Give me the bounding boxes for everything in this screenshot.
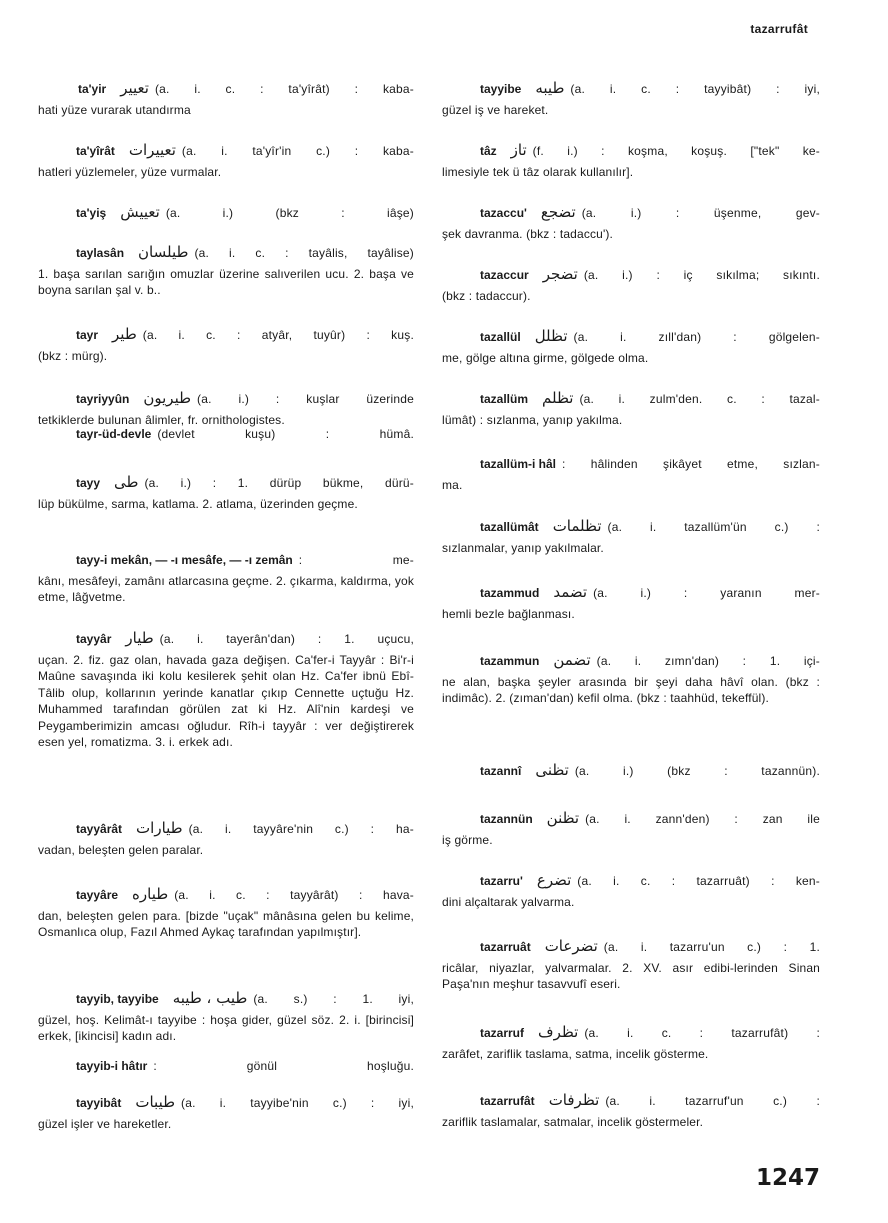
- definition-text: dini alçaltarak yalvarma.: [442, 894, 575, 909]
- dictionary-entry: [442, 204, 820, 242]
- headword: tazarruât: [480, 940, 531, 954]
- definition-text: hatleri yüzlemeler, yüze vurmalar.: [38, 164, 222, 179]
- arabic-script: تظنى: [535, 761, 569, 779]
- headword: ta'yiş: [76, 206, 107, 220]
- definition-text: zariflik taslamalar, satmalar, incelik göstermeler.: [442, 1114, 704, 1129]
- grammar-info: : gönül hoşluğu.: [153, 1059, 414, 1073]
- definition-text: ricâlar, niyazlar, yalvarmalar. 2. XV. asır edibi-lerinden Sinan Paşa'nın meşhur tasavvufî eseri.: [442, 960, 820, 991]
- grammar-info: (a. i.) : 1. dürüp bükme, dürü-: [144, 476, 414, 490]
- definition-text: limesiyle tek ü tâz olarak kullanılır].: [442, 164, 634, 179]
- headword: tayr-üd-devle: [76, 427, 152, 441]
- headword: tazaccur: [480, 268, 529, 282]
- definition-text: dan, beleşten gelen para. [bizde "uçak" mânâsına gelen bu kelime, Osmanlıca olup, Fazıl Ahmed Aykaç tarafından yapılmıştır].: [38, 908, 414, 939]
- arabic-script: طيبات: [135, 1093, 176, 1111]
- grammar-info: (a. i. c. : tayyibât) : iyi,: [570, 82, 820, 96]
- definition-text: güzel, hoş. Kelimât-ı tayyibe : hoşa gider, güzel söz. 2. i. [birincisi] erkek, [ikincisi] kadın adı.: [38, 1012, 414, 1043]
- headword: tayyâre: [76, 888, 119, 902]
- grammar-info: (a. i. tayyâre'nin c.) : ha-: [188, 822, 414, 836]
- definition-text: güzel işler ve hareketler.: [38, 1116, 172, 1131]
- grammar-info: (devlet kuşu) : hümâ.: [157, 427, 414, 441]
- dictionary-entry: [442, 810, 820, 848]
- arabic-script: طياره: [132, 885, 169, 903]
- headword: tazallümât: [480, 520, 539, 534]
- arabic-script: طى: [114, 473, 139, 491]
- dictionary-entry: [442, 80, 820, 118]
- arabic-script: تظلم: [542, 389, 574, 407]
- arabic-script: تظلل: [534, 327, 568, 345]
- grammar-info: (f. i.) : koşma, koşuş. ["tek" ke-: [532, 144, 820, 158]
- dictionary-entry: [38, 326, 414, 364]
- definition-text: zarâfet, zariflik taslama, satma, incelik gösterme.: [442, 1046, 709, 1061]
- arabic-script: تظنن: [546, 809, 580, 827]
- grammar-info: (a. s.) : 1. iyi,: [253, 992, 414, 1006]
- grammar-info: (a. i.) (bkz : tazannün).: [574, 764, 820, 778]
- headword: tayyib, tayyibe: [76, 992, 159, 1006]
- grammar-info: (a. i.) : yaranın mer-: [593, 586, 820, 600]
- grammar-info: (a. i. tayyibe'nin c.) : iyi,: [181, 1096, 414, 1110]
- dictionary-entry: [442, 390, 820, 428]
- arabic-script: تاز: [510, 141, 527, 159]
- grammar-info: (a. i.) : üşenme, gev-: [581, 206, 820, 220]
- dictionary-entry: [38, 886, 414, 941]
- headword: tayyibât: [76, 1096, 122, 1110]
- definition-text: (bkz : mürg).: [38, 348, 108, 363]
- arabic-script: تعييش: [120, 203, 160, 221]
- arabic-script: طير: [112, 325, 137, 343]
- dictionary-entry: [442, 142, 820, 180]
- dictionary-entry: [442, 456, 820, 493]
- definition-text: lümât) : sızlanma, yanıp yakılma.: [442, 412, 623, 427]
- dictionary-entry: [38, 1058, 414, 1075]
- dictionary-entry: [442, 266, 820, 304]
- arabic-script: طيب ، طيبه: [172, 989, 248, 1007]
- grammar-info: (a. i. c. : tazarrufât) :: [584, 1026, 820, 1040]
- grammar-info: (a. i. zann'den) : zan ile: [585, 812, 820, 826]
- dictionary-entry: [38, 390, 414, 428]
- dictionary-entry: [442, 518, 820, 556]
- headword: tazammun: [480, 654, 540, 668]
- grammar-info: (a. i. c. : tayâlis, tayâlise): [194, 246, 414, 260]
- arabic-script: طيبه: [535, 79, 565, 97]
- headword: tazannî: [480, 764, 522, 778]
- arabic-script: طيريون: [143, 389, 192, 407]
- grammar-info: (a. i. c. : tazarruât) : ken-: [577, 874, 820, 888]
- headword: tâz: [480, 144, 497, 158]
- dictionary-entry: [442, 938, 820, 993]
- dictionary-entry: [38, 1094, 414, 1132]
- headword: tazarrufât: [480, 1094, 535, 1108]
- grammar-info: (a. i.) : iç sıkılma; sıkıntı.: [583, 268, 820, 282]
- grammar-info: (a. i.) : kuşlar üzerinde: [197, 392, 414, 406]
- page-number: 1247: [755, 1165, 820, 1191]
- definition-text: uçan. 2. fiz. gaz olan, havada gaza değişen. Ca'fer-i Tayyâr : Bi'r-i Maûne savaşında iki kolu kesilerek şehit olan Hz. Ca'fer ibnü Ebî-Tâlib olup, kollarının yerinde kanatlar çıkıp Cennette uçtuğu Hz. Muhammed tarafından görülen zat ki Hz. Alî'nin kardeşi ve Peygamberimizin amcası oğludur. Rîh-i tayyâr : ver değiştirerek esen yel, romatizma. 3. i. erkek adı.: [38, 652, 414, 749]
- definition-text: lüp bükülme, sarma, katlama. 2. atlama, üzerinden geçme.: [38, 496, 358, 511]
- arabic-script: طيار: [125, 629, 154, 647]
- dictionary-entry: [38, 630, 414, 751]
- dictionary-entry: [38, 142, 414, 180]
- dictionary-entry: [442, 872, 820, 910]
- dictionary-entry: [38, 552, 414, 606]
- arabic-script: تضرعات: [544, 937, 598, 955]
- grammar-info: (a. i. c. : ta'yîrât) : kaba-: [154, 82, 414, 96]
- arabic-script: تضرع: [536, 871, 572, 889]
- dictionary-entry: [38, 244, 414, 299]
- grammar-info: : hâlinden şikâyet etme, sızlan-: [562, 457, 820, 471]
- definition-text: güzel iş ve hareket.: [442, 102, 549, 117]
- definition-text: me, gölge altına girme, gölgede olma.: [442, 350, 649, 365]
- arabic-script: تضمد: [553, 583, 588, 601]
- definition-text: iş görme.: [442, 832, 493, 847]
- definition-text: hemli bezle bağlanması.: [442, 606, 575, 621]
- definition-text: kânı, mesâfeyi, zamânı atlarcasına geçme. 2. çıkarma, kaldırma, yok etme, lâğvetme.: [38, 573, 414, 604]
- headword: tayy-i mekân, — -ı mesâfe, — -ı zemân: [76, 553, 293, 567]
- arabic-script: تظرف: [538, 1023, 579, 1041]
- grammar-info: (a. i. tazarruf'un c.) :: [605, 1094, 820, 1108]
- headword: tazammud: [480, 586, 540, 600]
- dictionary-entry: [38, 204, 414, 222]
- arabic-script: تعيير: [120, 79, 149, 97]
- headword: tazarruf: [480, 1026, 525, 1040]
- headword: tayyâr: [76, 632, 112, 646]
- dictionary-entry: [38, 80, 414, 118]
- dictionary-entry: [38, 426, 414, 443]
- headword: ta'yir: [78, 82, 107, 96]
- grammar-info: : me-: [298, 553, 414, 567]
- headword: taylasân: [76, 246, 125, 260]
- grammar-info: (a. i. c. : atyâr, tuyûr) : kuş.: [142, 328, 414, 342]
- dictionary-entry: [442, 652, 820, 707]
- definition-text: hati yüze vurarak utandırma: [38, 102, 191, 117]
- headword: tazarru': [480, 874, 523, 888]
- arabic-script: تضجر: [542, 265, 578, 283]
- definition-text: ma.: [442, 477, 463, 492]
- running-header: tazarrufât: [750, 22, 808, 36]
- headword: tazallüm: [480, 392, 529, 406]
- grammar-info: (a. i. tazallüm'ün c.) :: [607, 520, 820, 534]
- headword: tazallüm-i hâl: [480, 457, 557, 471]
- headword: tazallül: [480, 330, 521, 344]
- headword: tazaccu': [480, 206, 527, 220]
- definition-text: (bkz : tadaccur).: [442, 288, 531, 303]
- dictionary-entry: [442, 1092, 820, 1130]
- arabic-script: طيلسان: [138, 243, 189, 261]
- arabic-script: تظلمات: [552, 517, 602, 535]
- headword: tayy: [76, 476, 101, 490]
- arabic-script: تظرفات: [548, 1091, 600, 1109]
- dictionary-entry: [38, 474, 414, 512]
- arabic-script: طيارات: [136, 819, 183, 837]
- grammar-info: (a. i. tayerân'dan) : 1. uçucu,: [159, 632, 414, 646]
- headword: tazannün: [480, 812, 533, 826]
- grammar-info: (a. i. tazarru'un c.) : 1.: [603, 940, 820, 954]
- dictionary-entry: [442, 1024, 820, 1062]
- definition-text: sızlanmalar, yanıp yakılmalar.: [442, 540, 604, 555]
- dictionary-entry: [442, 328, 820, 366]
- grammar-info: (a. i. zıll'dan) : gölgelen-: [573, 330, 820, 344]
- dictionary-entry: [442, 584, 820, 622]
- arabic-script: تضمن: [553, 651, 591, 669]
- dictionary-entry: [38, 820, 414, 858]
- definition-text: şek davranma. (bkz : tadaccu').: [442, 226, 614, 241]
- headword: tayyib-i hâtır: [76, 1059, 148, 1073]
- arabic-script: تعييرات: [128, 141, 176, 159]
- grammar-info: (a. i.) (bkz : iâşe): [165, 206, 414, 220]
- definition-text: vadan, beleşten gelen paralar.: [38, 842, 204, 857]
- headword: tayyârât: [76, 822, 123, 836]
- headword: tayr: [76, 328, 99, 342]
- definition-text: tetkiklerde bulunan âlimler, fr. ornithologistes.: [38, 412, 285, 427]
- headword: tayyibe: [480, 82, 522, 96]
- definition-text: 1. başa sarılan sarığın omuzlar üzerine salıverilen ucu. 2. başa ve boyna sarılan şal v. b..: [38, 266, 414, 297]
- headword: tayriyyûn: [76, 392, 130, 406]
- definition-text: ne alan, başka şeyler arasında bir şeyi daha hâvî olan. (bkz : indimâc). 2. (zıman'dan) kefil olma. (bkz : taahhüd, tekeffül).: [442, 674, 820, 705]
- dictionary-entry: [442, 762, 820, 780]
- dictionary-entry: [38, 990, 414, 1045]
- grammar-info: (a. i. zımn'dan) : 1. içi-: [596, 654, 820, 668]
- headword: ta'yîrât: [76, 144, 115, 158]
- grammar-info: (a. i. ta'yîr'in c.) : kaba-: [181, 144, 414, 158]
- grammar-info: (a. i. c. : tayyârât) : hava-: [174, 888, 414, 902]
- grammar-info: (a. i. zulm'den. c. : tazal-: [579, 392, 820, 406]
- arabic-script: تضجع: [540, 203, 576, 221]
